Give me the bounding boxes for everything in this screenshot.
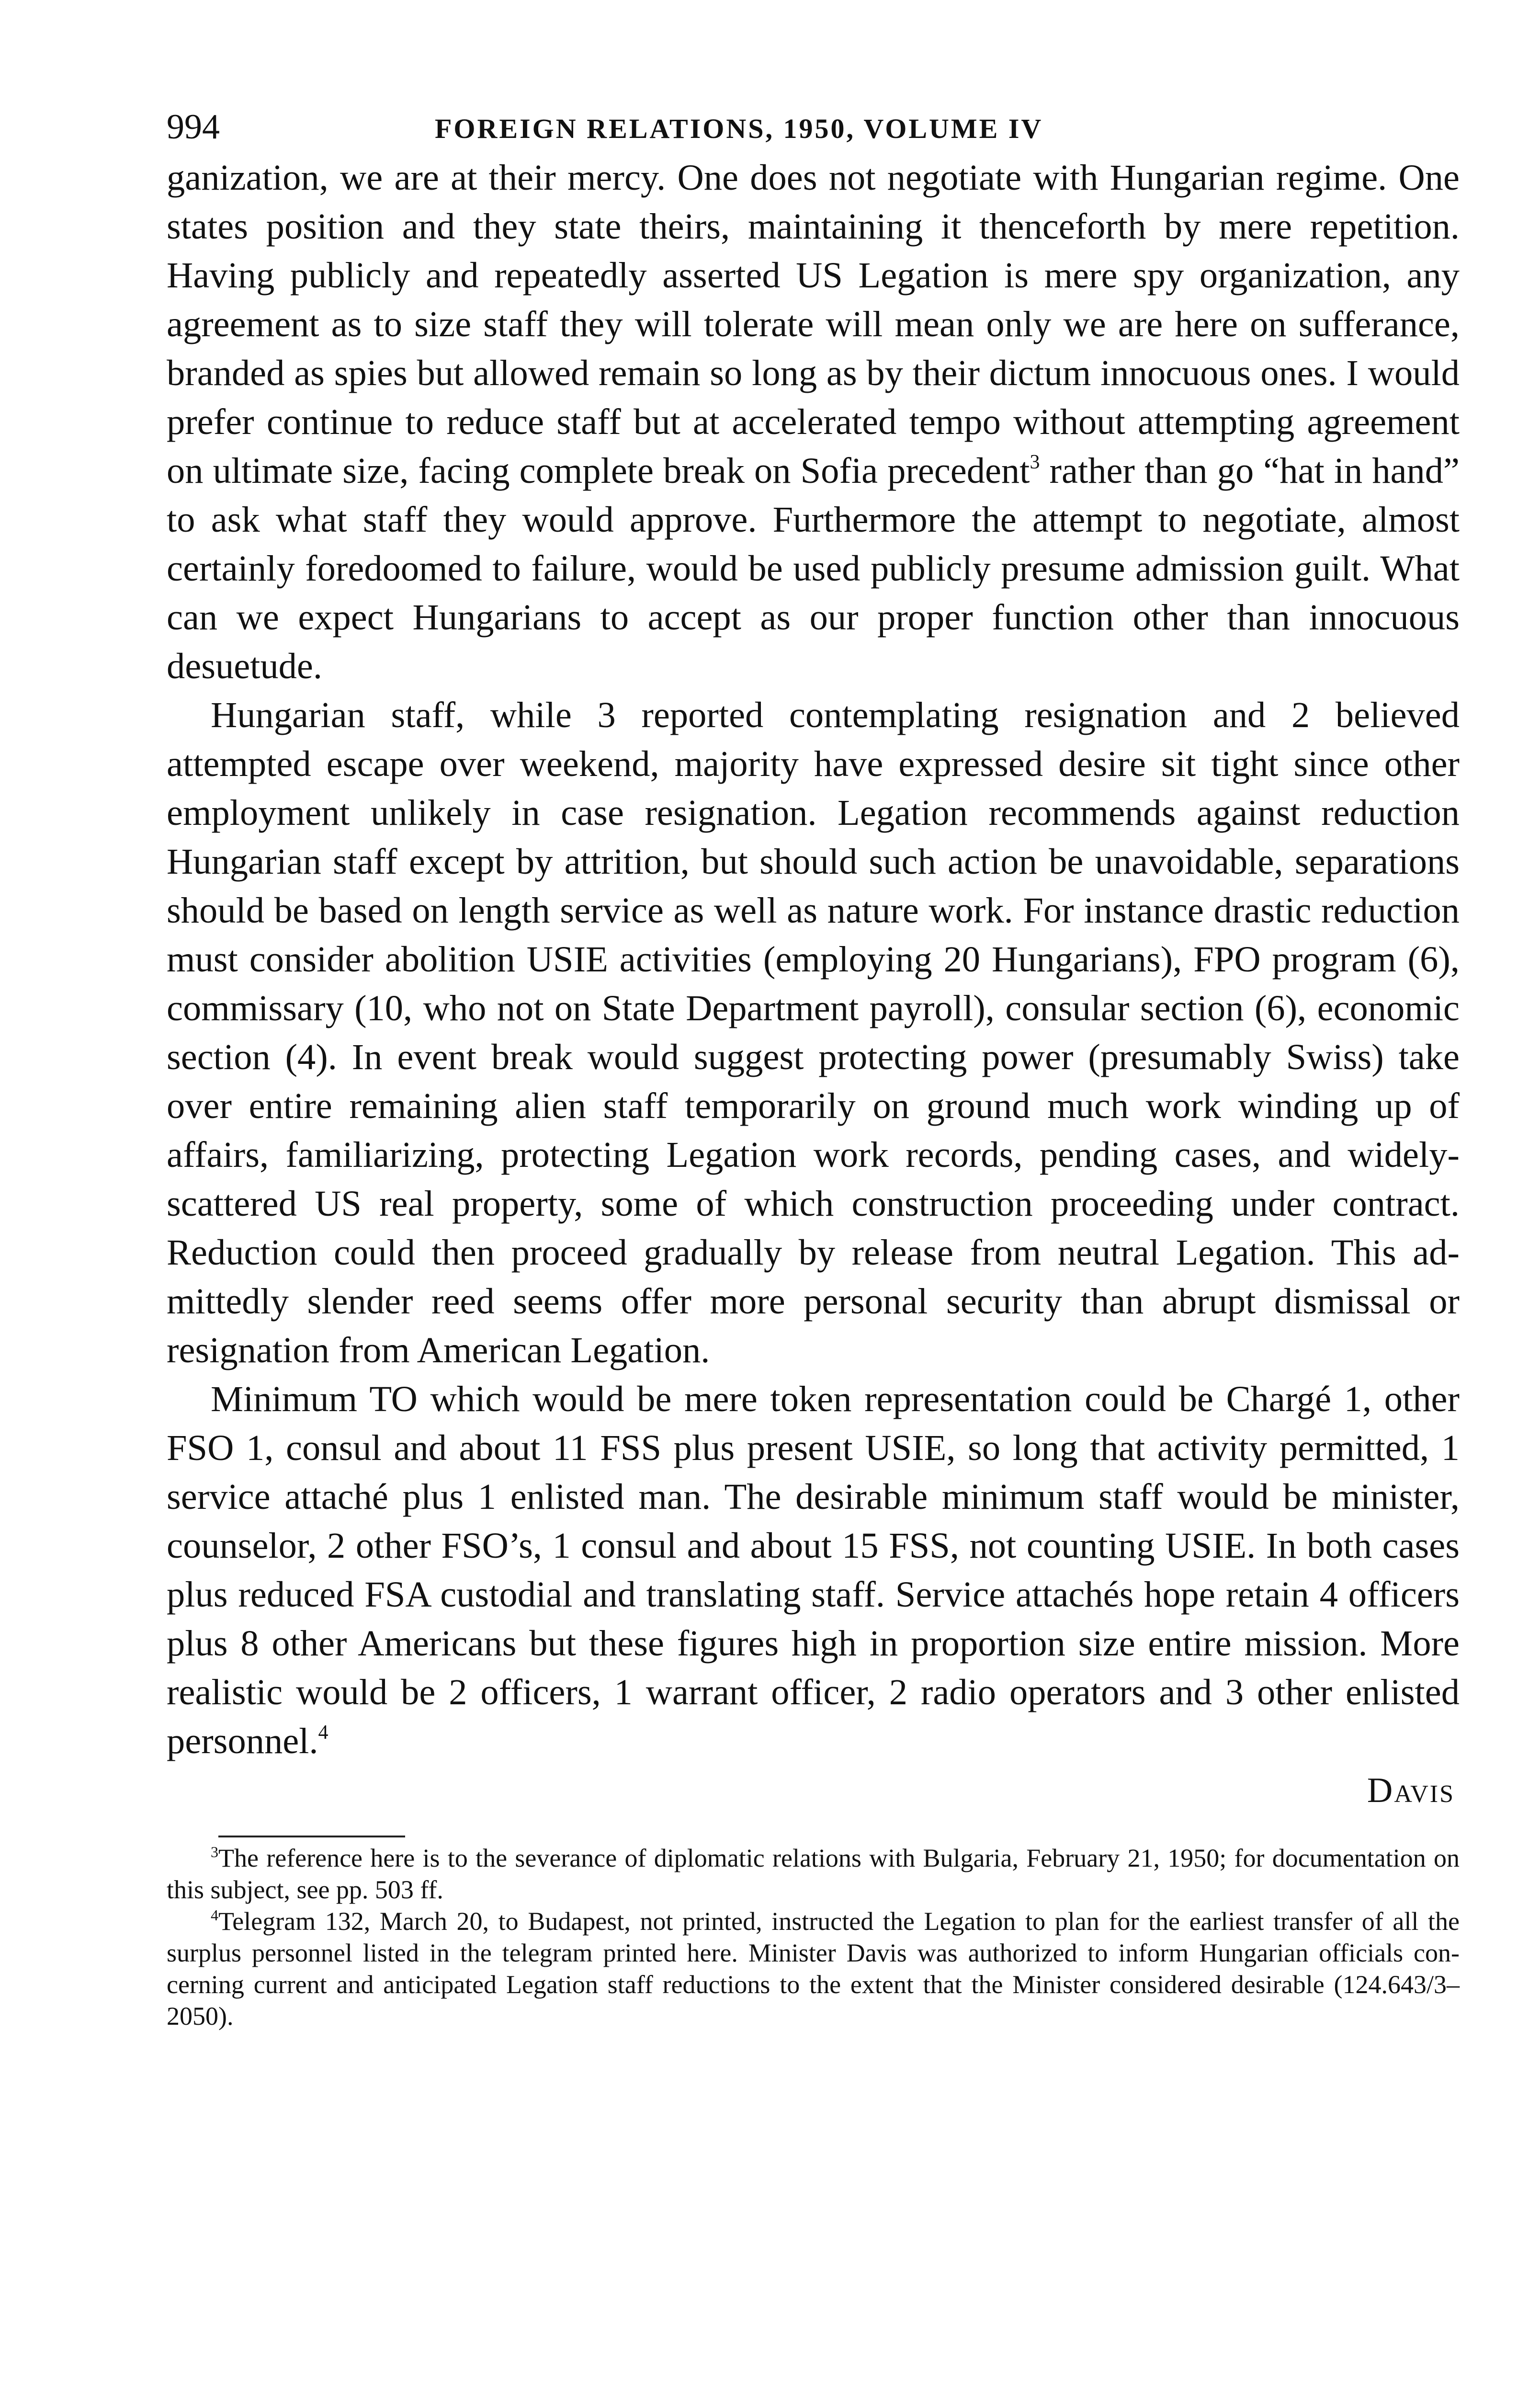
paragraph-3-text: Minimum TO which would be mere token representation could be Chargé 1, other FSO 1, consul and about 11 FSS plus present USIE, so long that activity permitted, 1 service attaché plus 1 enlisted man. The desirable minimum staff would be minister, counselor, 2 other FSO’s, 1 consul and about 15 FSS, not counting USIE. In both cases plus reduced FSA custodial and translating staff. Service attachés hope retain 4 officers plus 8 other Americans but these figures high in proportion size entire mission. More realistic would be 2 officers, 1 warrant officer, 2 radio operators and 3 other enlisted personnel. [167, 1379, 1460, 1761]
paragraph-1-continued: rather than go “hat in hand” to ask what staff they would approve. Furthermore the attempt to negotiate, almost certainly foredoomed to failure, would be used publicly presume admission guilt. What can we expect Hungarians to accept as our proper function other than innocuous desuetude. [167, 450, 1460, 686]
footnote-marker-4: 4 [211, 1906, 218, 1924]
footnote-marker-3: 3 [211, 1843, 218, 1860]
paragraph-3 [167, 1375, 1460, 1766]
body-text [167, 153, 1460, 1814]
footnote-3 [167, 1842, 1460, 1905]
page-header [167, 101, 1460, 153]
running-title: FOREIGN RELATIONS, 1950, VOLUME IV [435, 113, 1043, 144]
signature: Davis [1367, 1771, 1455, 1810]
footnote-3-text: The reference here is to the severance of diplomatic relations with Bulgaria, February 21, 1950; for documentation on this subject, see pp. 503 ff. [167, 1844, 1460, 1904]
document-page [167, 101, 1460, 2032]
footnote-ref-4[interactable]: 4 [318, 1722, 328, 1744]
footnote-4 [167, 1905, 1460, 2032]
page-number: 994 [167, 107, 220, 147]
footnote-divider [218, 1836, 405, 1837]
footnote-4-text: Telegram 132, March 20, to Budapest, not printed, instructed the Legation to plan for the earliest transfer of all the surplus personnel listed in the telegram printed here. Minister Davis was authorized to inform Hungarian officials concerning current and anticipated Legation staff reductions to the extent that the Minister considered desirable (124.643/3–2050). [167, 1907, 1460, 2030]
footnote-ref-3[interactable]: 3 [1030, 451, 1040, 473]
paragraph-1 [167, 153, 1460, 691]
paragraph-2: Hungarian staff, while 3 reported contemplating resignation and 2 believed attempted escape over weekend, majority have expressed desire sit tight since other employment unlikely in case resignation. Legation recommends against reduction Hungarian staff except by attrition, but should such action be unavoidable, separations should be based on length service as well as nature work. For instance drastic reduction must consider abolition USIE activities (employing 20 Hungarians), FPO program (6), commissary (10, who not on State Department payroll), consular section (6), economic section (4). In event break would suggest protecting power (presumably Swiss) take over entire remaining alien staff temporarily on ground much work winding up of affairs, familiarizing, protecting Legation work records, pending cases, and widely-scattered US real property, some of which construction proceeding under contract. Reduction could then proceed gradually by release from neutral Legation. This admittedly slender reed seems offer more personal security than abrupt dismissal or resignation from American Legation. [167, 695, 1460, 1370]
footnotes [167, 1842, 1460, 2032]
paragraph-1-text: ganization, we are at their mercy. One does not negotiate with Hungarian regime. One states position and they state theirs, maintaining it thenceforth by mere repetition. Having publicly and repeatedly asserted US Legation is mere spy organization, any agreement as to size staff they will tolerate will mean only we are here on sufferance, branded as spies but allowed remain so long as by their dictum innocuous ones. I would prefer continue to reduce staff but at accelerated tempo without attempting agreement on ultimate size, facing complete break on Sofia precedent [167, 157, 1460, 491]
